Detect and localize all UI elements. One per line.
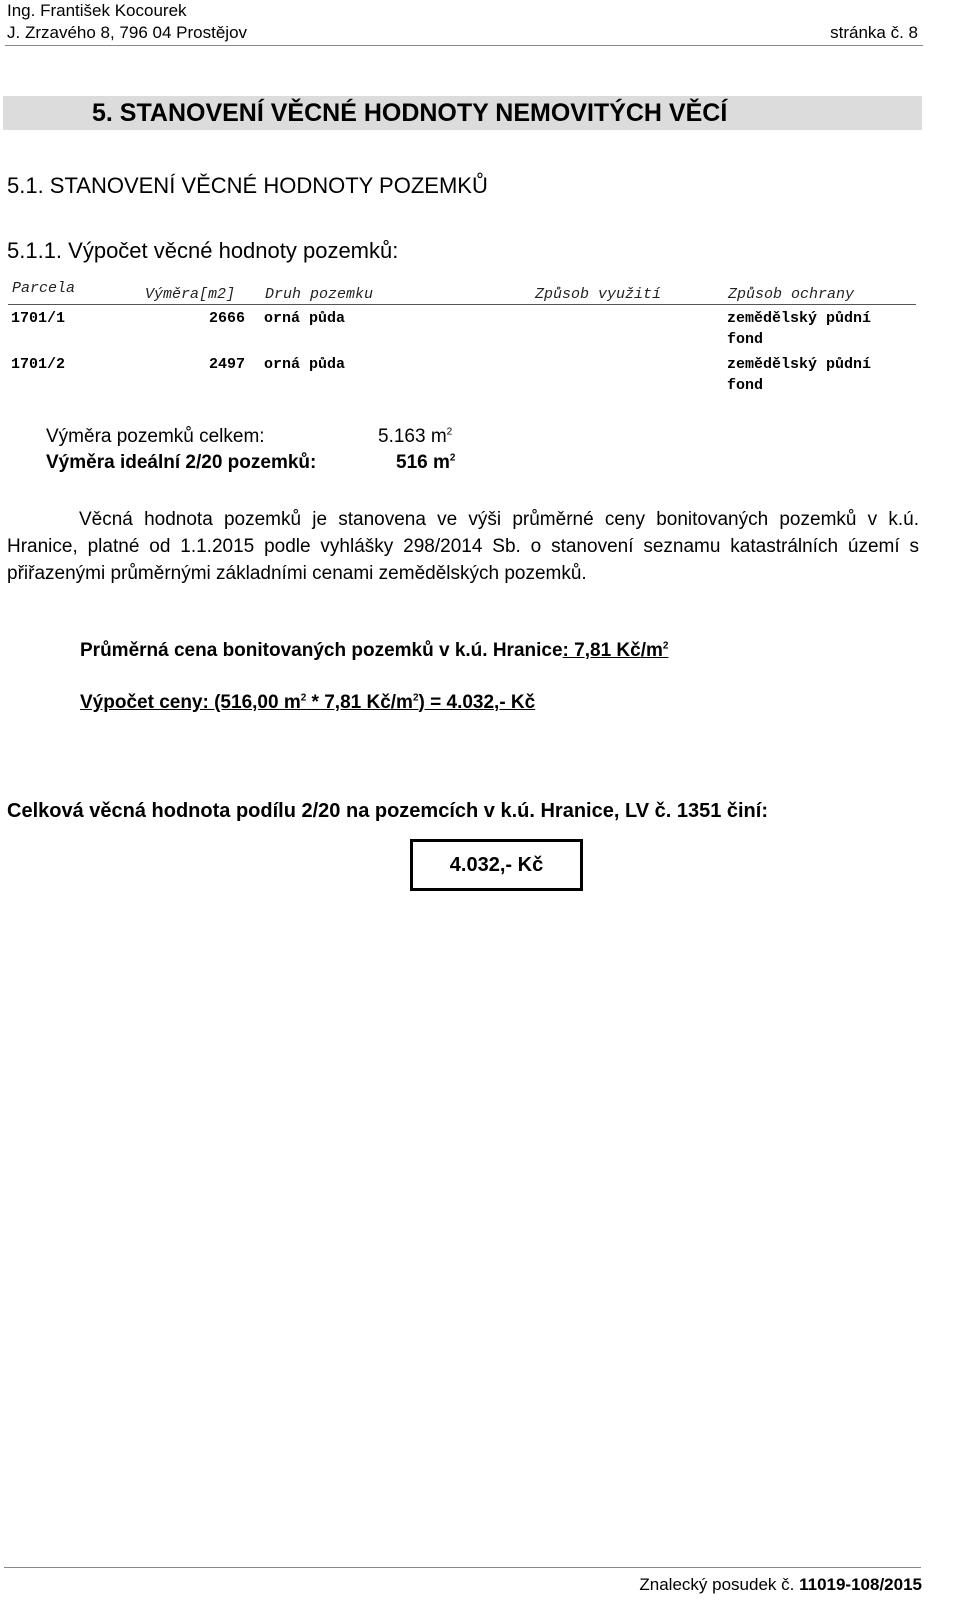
col-header-ochrana: Způsob ochrany <box>728 286 855 303</box>
col-header-vymera: Výměra[m2] <box>145 286 236 303</box>
footer-rule <box>4 1567 921 1568</box>
author-name: Ing. František Kocourek <box>7 1 187 20</box>
total-area-exp: 2 <box>446 426 453 438</box>
col-header-vyuziti: Způsob využití <box>535 286 662 303</box>
footer-number: 11019-108/2015 <box>799 1575 922 1594</box>
total-area-label: Výměra pozemků celkem: <box>46 426 265 447</box>
ideal-area-label: Výměra ideální 2/20 pozemků: <box>46 452 317 473</box>
total-area-value <box>378 425 452 449</box>
calc-exp1: 2 <box>300 692 307 704</box>
avg-price-exp: 2 <box>662 640 669 652</box>
calc-part2: * 7,81 Kč/m <box>306 692 413 713</box>
total-value-label: Celková věcná hodnota podílu 2/20 na pozemcích v k.ú. Hranice, LV č. 1351 činí: <box>7 800 768 822</box>
cell-parcela: 1701/1 <box>11 310 66 327</box>
ideal-area-exp: 2 <box>449 452 456 464</box>
avg-price-label: Průměrná cena bonitovaných pozemků v k.ú. Hranice <box>80 640 563 661</box>
footer-label: Znalecký posudek č. <box>639 1575 800 1594</box>
calc-part1: Výpočet ceny: (516,00 m <box>80 692 301 713</box>
avg-price-number: : 7,81 Kč/m <box>562 640 663 661</box>
cell-druh: orná půda <box>264 356 346 373</box>
avg-price-value <box>563 640 669 661</box>
header-rule <box>5 45 923 46</box>
cell-vymera: 2666 <box>209 310 246 327</box>
table-row <box>0 356 960 400</box>
page-number: 8 <box>908 23 918 42</box>
calc-line <box>80 690 535 716</box>
cell-ochrana-line1: zemědělský půdní <box>727 356 872 373</box>
valuation-paragraph: Věcná hodnota pozemků je stanovena ve výši průměrné ceny bonitovaných pozemků v k.ú. Hranice, platné od 1.1.2015 podle vyhlášky 298/2014 Sb. o stanovení seznamu katastrálních území s přiřazenými průměrnými základními cenami zemědělských pozemků. <box>7 509 919 584</box>
avg-price-line <box>80 638 668 664</box>
ideal-area-number: 516 m <box>396 452 450 473</box>
cell-parcela: 1701/2 <box>11 356 66 373</box>
footer-reference <box>639 1574 922 1595</box>
col-header-parcela: Parcela <box>12 280 76 297</box>
cell-vymera: 2497 <box>209 356 246 373</box>
page-label: stránka č. <box>830 23 909 42</box>
col-header-druh: Druh pozemku <box>265 286 374 303</box>
total-value-box: 4.032,- Kč <box>410 839 583 891</box>
page-indicator <box>830 22 918 43</box>
cell-ochrana-line2: fond <box>727 331 764 348</box>
subsubsection-title: 5.1.1. Výpočet věcné hodnoty pozemků: <box>7 238 399 263</box>
cell-druh: orná půda <box>264 310 346 327</box>
ideal-area-value <box>396 451 455 475</box>
total-area-number: 5.163 m <box>378 426 447 447</box>
table-header-rule <box>8 304 916 305</box>
calc-exp2: 2 <box>412 692 419 704</box>
calc-part3: ) = 4.032,- Kč <box>418 692 536 713</box>
author-address: J. Zrzavého 8, 796 04 Prostějov <box>7 23 248 42</box>
table-row <box>0 310 960 354</box>
cell-ochrana-line2: fond <box>727 377 764 394</box>
section-title: 5. STANOVENÍ VĚCNÉ HODNOTY NEMOVITÝCH VĚCÍ <box>92 99 728 127</box>
subsection-title: 5.1. STANOVENÍ VĚCNÉ HODNOTY POZEMKŮ <box>7 173 488 198</box>
cell-ochrana-line1: zemědělský půdní <box>727 310 872 327</box>
